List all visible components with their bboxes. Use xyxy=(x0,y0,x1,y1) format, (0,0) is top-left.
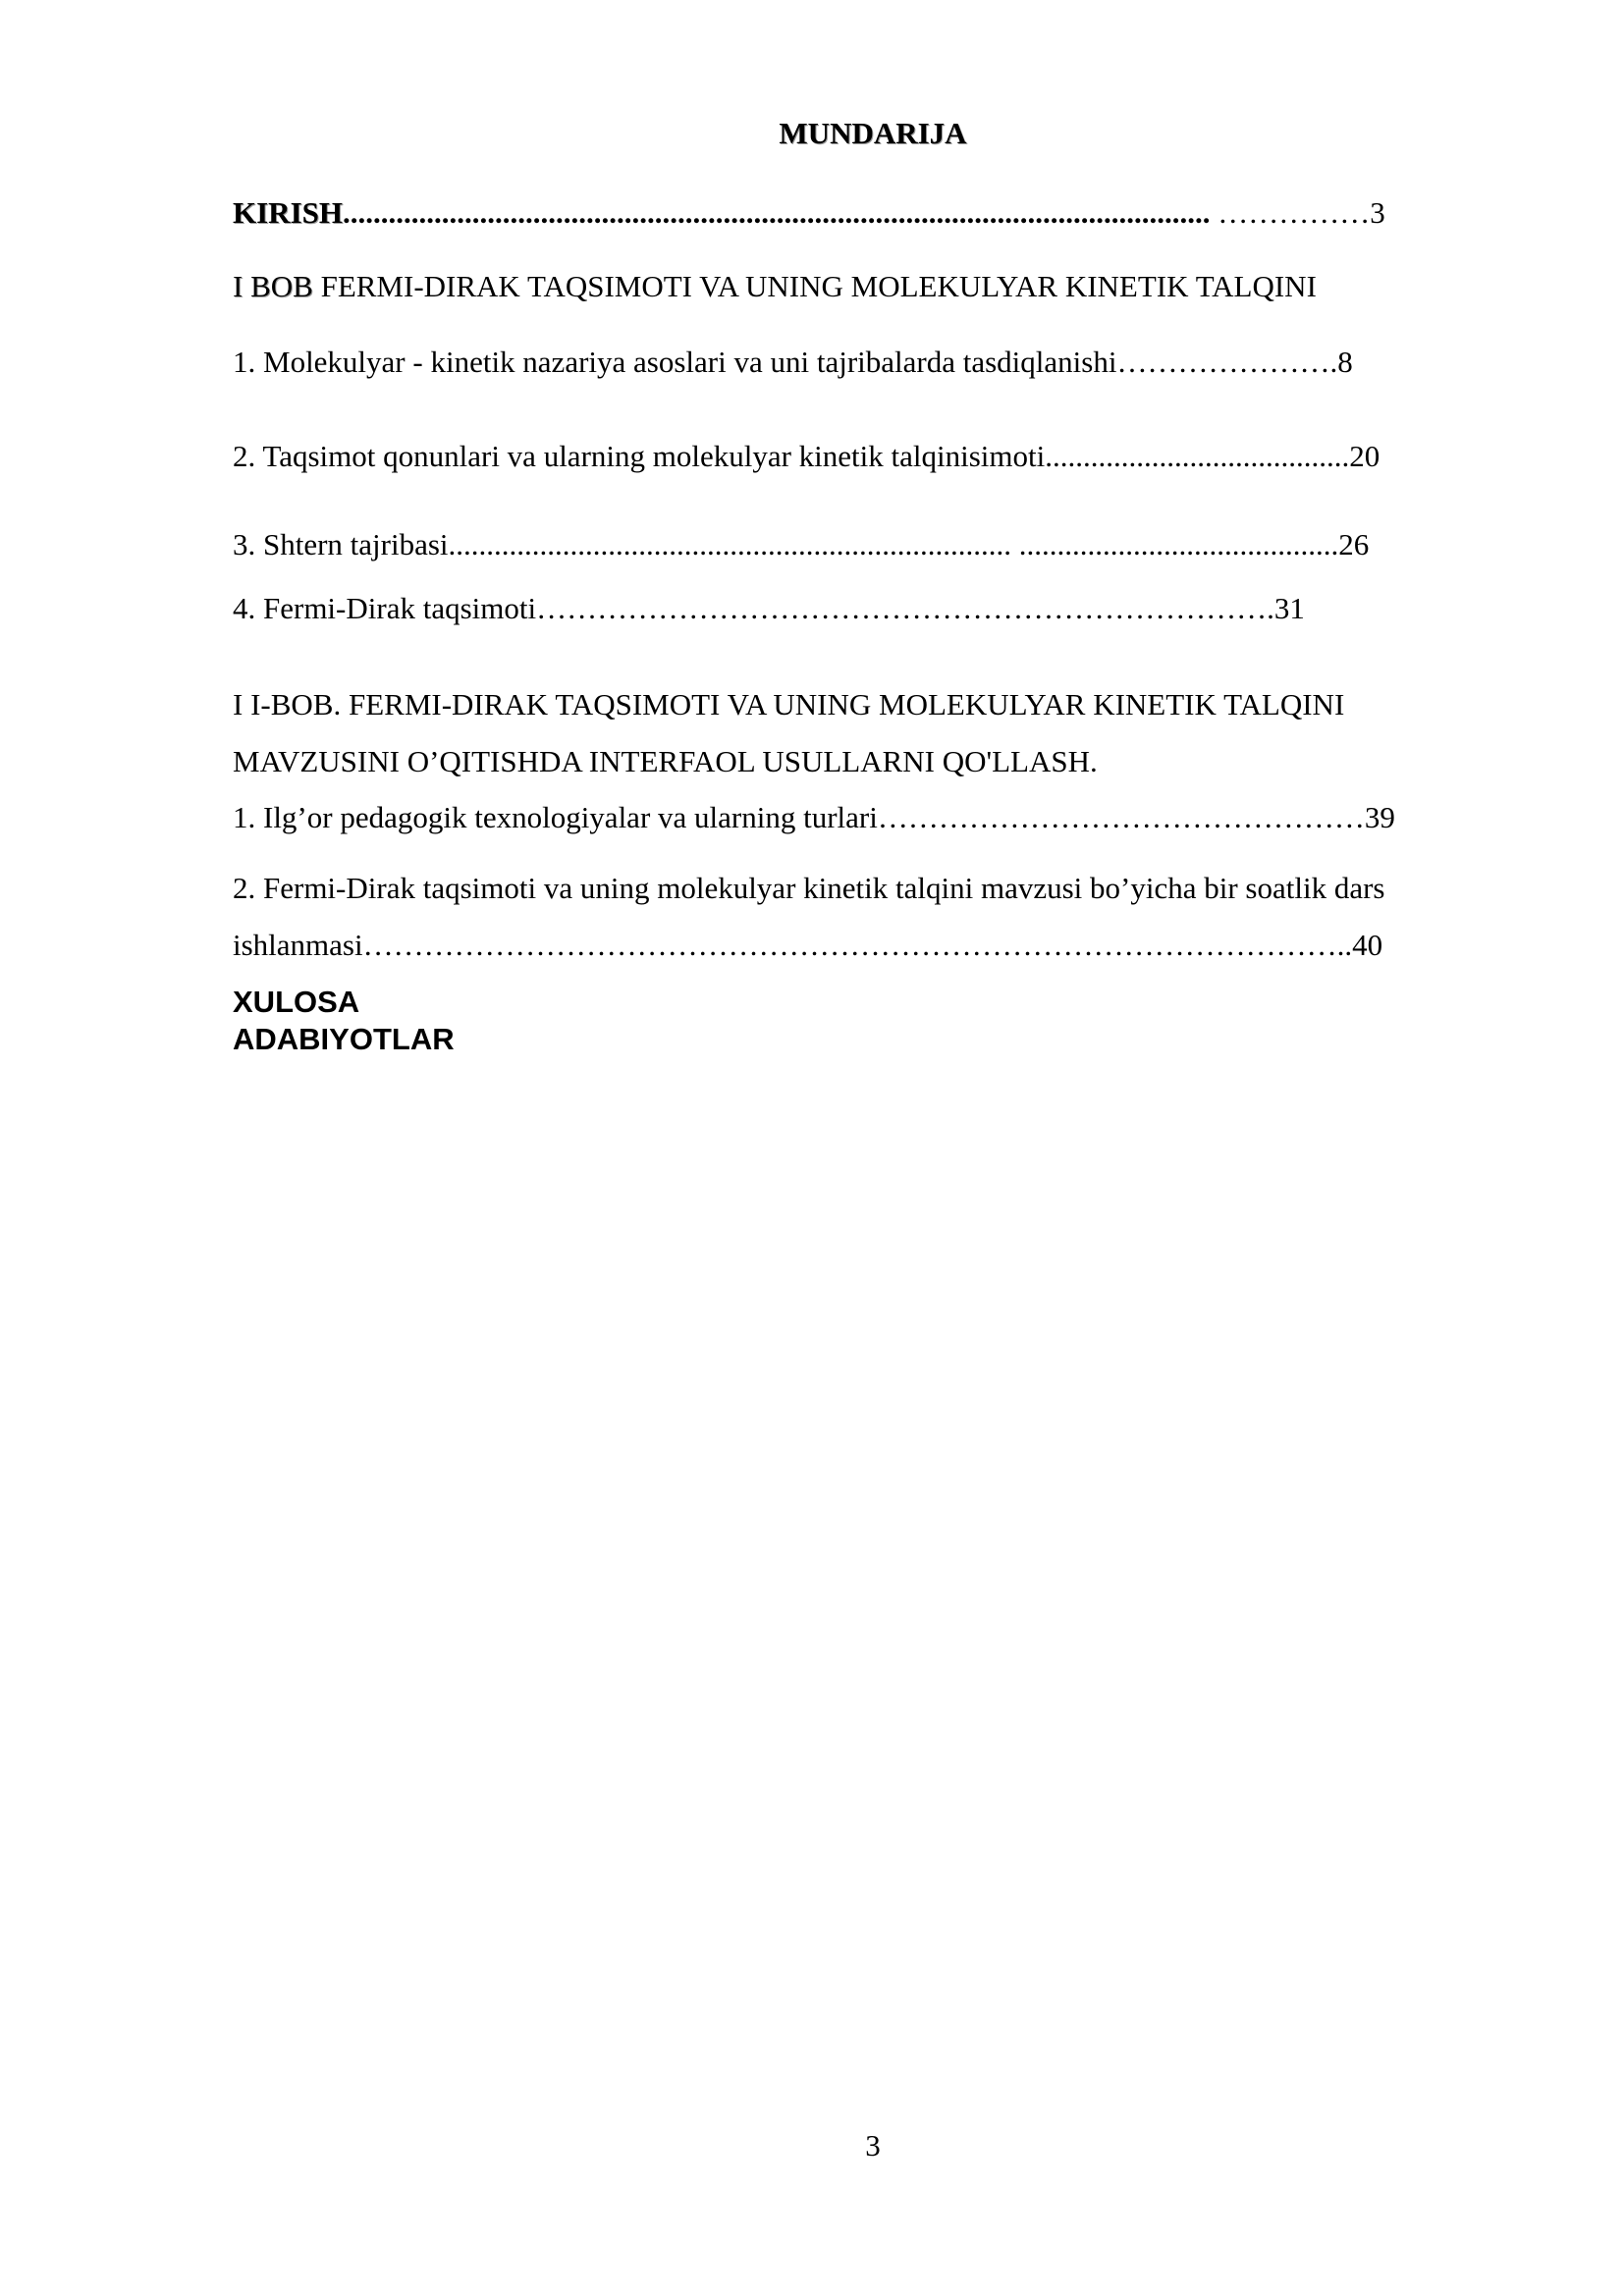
toc-conclusion: XULOSA xyxy=(233,985,360,1019)
document-title: MUNDARIJA xyxy=(779,116,967,150)
toc-intro-label: KIRISH xyxy=(233,195,343,230)
toc-chapter1-item: 2. Taqsimot qonunlari va ularning molekulyar kinetik talqinisimoti........................................20 xyxy=(233,439,1380,473)
toc-chapter1-heading xyxy=(233,267,1317,306)
toc-chapter2-item: 2. Fermi-Dirak taqsimoti va uning molekulyar kinetik talqini mavzusi bo’yicha bir soatlik dars xyxy=(233,871,1385,905)
toc-chapter1-title: FERMI-DIRAK TAQSIMOTI VA UNING MOLEKULYAR KINETIK TALQINI xyxy=(312,269,1317,303)
toc-intro-page: ……………3 xyxy=(1210,195,1385,230)
toc-intro-leader: .................................................................................................................. xyxy=(342,195,1211,230)
toc-chapter1-item: 4. Fermi-Dirak taqsimoti……………………………………………………………….31 xyxy=(233,591,1305,625)
toc-chapter2-heading-line1: I I-BOB. FERMI-DIRAK TAQSIMOTI VA UNING MOLEKULYAR KINETIK TALQINI xyxy=(233,687,1345,721)
toc-chapter2-item: 1. Ilg’or pedagogik texnologiyalar va ularning turlari…………………………………………39 xyxy=(233,800,1395,834)
page-number: 3 xyxy=(865,2128,881,2163)
toc-references: ADABIYOTLAR xyxy=(233,1022,455,1056)
toc-chapter1-item: 3. Shtern tajribasi.......................................................................... ..........................................26 xyxy=(233,527,1370,561)
toc-chapter1-prefix: I BOB xyxy=(233,269,313,303)
toc-entry-intro xyxy=(233,193,1385,233)
toc-chapter2-heading-line2: MAVZUSINI O’QITISHDA INTERFAOL USULLARNI QO'LLASH. xyxy=(233,744,1098,778)
toc-chapter1-item: 1. Molekulyar - kinetik nazariya asoslari va uni tajribalarda tasdiqlanishi………………….8 xyxy=(233,345,1353,379)
toc-chapter2-item-continuation: ishlanmasi……………………………………………………………………………………..40 xyxy=(233,928,1383,962)
